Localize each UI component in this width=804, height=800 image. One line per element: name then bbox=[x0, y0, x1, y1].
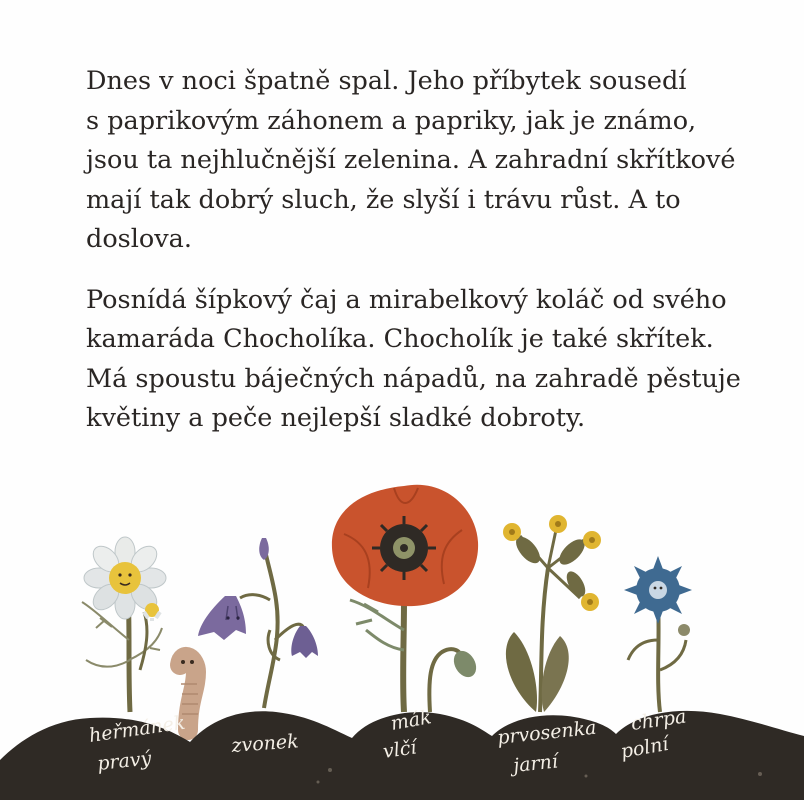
poppy-flower bbox=[332, 485, 481, 712]
text-line: s paprikovým záhonem a papriky, jak je známo, bbox=[86, 105, 697, 136]
text-line: Dnes v noci špatně spal. Jeho příbytek sousedí bbox=[86, 66, 687, 96]
label-poppy-1: mák bbox=[389, 706, 434, 735]
text-line: kamaráda Chocholíka. Chocholík je také skřítek. bbox=[86, 324, 714, 354]
text-line: mají tak dobrý sluch, že slyší i trávu růst. A to bbox=[86, 184, 681, 215]
chamomile-flower bbox=[82, 537, 166, 712]
label-primrose-2: jarní bbox=[512, 750, 559, 777]
primrose-flower bbox=[503, 515, 601, 712]
label-chamomile-1: heřmánek bbox=[87, 711, 187, 747]
label-primrose-1: prvosenka bbox=[496, 716, 598, 749]
text-line: jsou ta nejhlučnější zelenina. A zahradní skřítkové bbox=[86, 145, 736, 175]
label-cornflower-1: chrpa bbox=[629, 705, 688, 735]
label-bellflower: zvonek bbox=[230, 730, 300, 757]
text-line: květiny a peče nejlepší sladké dobroty. bbox=[86, 403, 586, 433]
text-line: doslova. bbox=[86, 224, 192, 254]
label-poppy-2: vlčí bbox=[381, 736, 418, 763]
label-chamomile-2: pravý bbox=[96, 747, 153, 775]
cornflower bbox=[624, 556, 692, 712]
label-cornflower-2: polní bbox=[619, 732, 671, 763]
bellflower bbox=[198, 538, 318, 708]
text-line: Posnídá šípkový čaj a mirabelkový koláč od svého bbox=[86, 284, 727, 315]
text-line: Má spoustu báječných nápadů, na zahradě pěstuje bbox=[86, 363, 741, 394]
